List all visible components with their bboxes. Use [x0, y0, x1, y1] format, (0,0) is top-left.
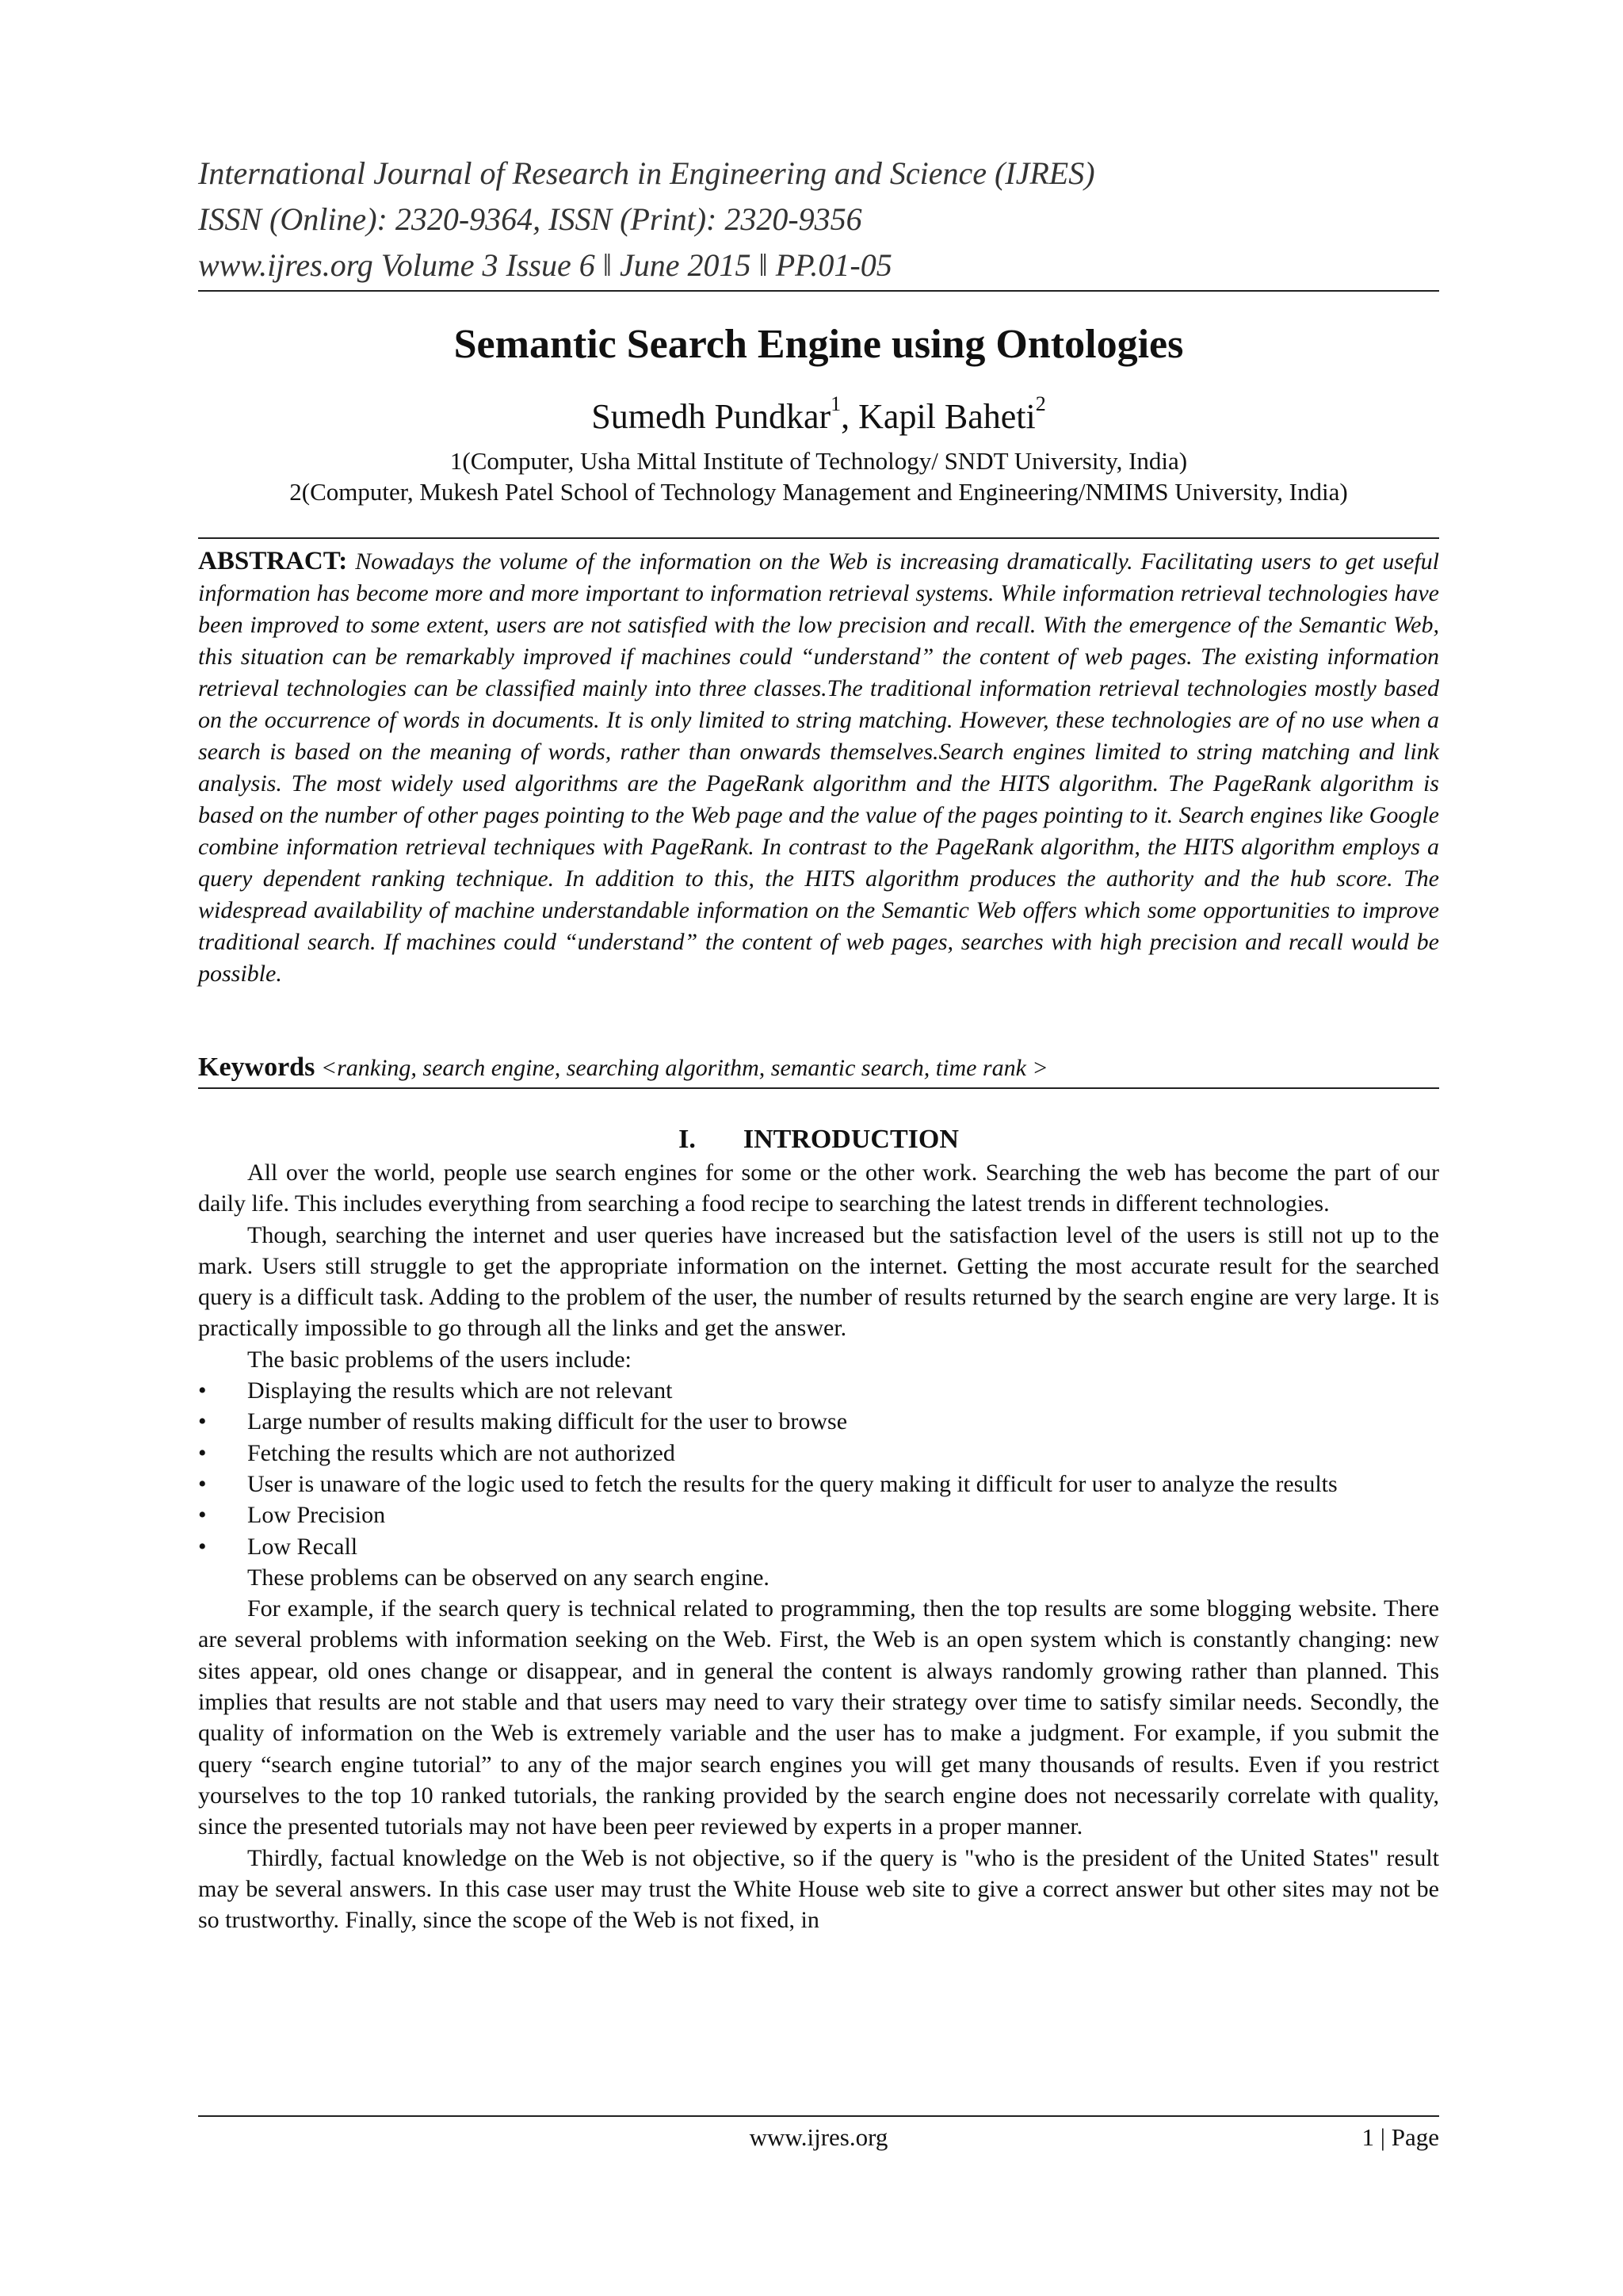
list-item [198, 1438, 1439, 1469]
author-separator: , [841, 397, 859, 436]
paragraph: Though, searching the internet and user queries have increased but the satisfaction level of the users is still not up to the mark. Users still struggle to get the appropriate information on the internet. Getting the most accurate result for the searched query is a difficult task. Adding to the problem of the user, the number of results returned by the search engine are very large. It is practically impossible to go through all the links and get the answer. [198, 1221, 1439, 1342]
footer-site: www.ijres.org [749, 2123, 888, 2151]
paragraph: For example, if the search query is technical related to programming, then the top results are some blogging website. There are several problems with information seeking on the Web. First, the Web is an open system which is constantly changing: new sites appear, old ones change or disappear, and in general the content is always randomly growing rather than planned. This implies that results are not stable and that users may need to vary their strategy over time to satisfy similar needs. Secondly, the quality of information on the Web is extremely variable and the user has to make a judgment. For example, if you submit the query “search engine tutorial” to any of the major search engines you will get many thousands of results. Even if you restrict yourselves to the top 10 ranked tutorials, the ranking provided by the search engine does not necessarily correlate with quality, since the presented tutorials may not have been peer reviewed by experts in a proper manner. [198, 1595, 1439, 1840]
list-item [198, 1406, 1439, 1437]
bullet: • [198, 1502, 207, 1529]
list-item-text: User is unaware of the logic used to fetch the results for the query making it difficult for user to analyze the results [247, 1470, 1338, 1497]
abstract-top-rule [198, 537, 1439, 539]
body-text [198, 1157, 1439, 1935]
author-name: Sumedh Pundkar [591, 397, 831, 436]
footer-rule [198, 2115, 1439, 2117]
paragraph: These problems can be observed on any search engine. [247, 1564, 769, 1591]
paragraph: Thirdly, factual knowledge on the Web is not objective, so if the query is "who is the president of the United States" result may be several answers. In this case user may trust the White House web site to give a correct answer but other sites may not be so trustworthy. Finally, since the scope of the Web is not fixed, in [198, 1844, 1439, 1934]
list-item [198, 1375, 1439, 1406]
author-line [198, 394, 1439, 440]
header-rule [198, 290, 1439, 292]
bullet: • [198, 1439, 207, 1466]
author-superscript: 2 [1035, 392, 1046, 415]
problem-list [198, 1375, 1439, 1562]
abstract [198, 545, 1439, 990]
affiliation-2: 2(Computer, Mukesh Patel School of Technology Management and Engineering/NMIMS University, India) [289, 478, 1348, 506]
list-item [198, 1469, 1439, 1499]
journal-name: International Journal of Research in Engineering and Science (IJRES) [198, 155, 1095, 191]
bullet: • [198, 1377, 207, 1404]
journal-header [198, 151, 1439, 288]
bullet: • [198, 1470, 207, 1497]
page-number: 1 | Page [1361, 2123, 1439, 2151]
list-item-text: Displaying the results which are not relevant [247, 1377, 673, 1404]
paper-title: Semantic Search Engine using Ontologies [453, 322, 1184, 367]
paragraph: The basic problems of the users include: [247, 1346, 632, 1373]
author-name: Kapil Baheti [858, 397, 1036, 436]
author-superscript: 1 [831, 392, 842, 415]
affiliation-1: 1(Computer, Usha Mittal Institute of Technology/ SNDT University, India) [449, 447, 1188, 475]
list-item-text: Large number of results making difficult for the user to browse [247, 1408, 848, 1435]
keywords-text: <ranking, search engine, searching algorithm, semantic search, time rank > [320, 1055, 1048, 1081]
journal-issn: ISSN (Online): 2320-9364, ISSN (Print): 2320-9356 [198, 201, 862, 237]
bullet: • [198, 1533, 207, 1560]
list-item-text: Low Precision [247, 1502, 386, 1529]
paragraph: All over the world, people use search engines for some or the other work. Searching the web has become the part of our daily life. This includes everything from searching a food recipe to searching the latest trends in different technologies. [198, 1159, 1439, 1217]
list-item [198, 1531, 1439, 1562]
list-item-text: Fetching the results which are not authorized [247, 1439, 675, 1466]
abstract-label: ABSTRACT: [198, 547, 348, 575]
section-heading [198, 1122, 1439, 1157]
keywords-label: Keywords [198, 1052, 315, 1082]
abstract-bottom-rule [198, 1087, 1439, 1089]
bullet: • [198, 1408, 207, 1435]
affiliations [198, 445, 1439, 507]
abstract-text: Nowadays the volume of the information on the Web is increasing dramatically. Facilitating users to get useful information has become more and more important to information retrieval systems. While information retrieval technologies have been improved to some extent, users are not satisfied with the low precision and recall. With the emergence of the Semantic Web, this situation can be remarkably improved if machines could “understand” the content of web pages. The existing information retrieval technologies can be classified mainly into three classes.The traditional information retrieval technologies mostly based on the occurrence of words in documents. It is only limited to string matching. However, these technologies are of no use when a search is based on the meaning of words, rather than onwards themselves.Search engines limited to string matching and link analysis. The most widely used algorithms are the PageRank algorithm and the HITS algorithm. The PageRank algorithm is based on the number of other pages pointing to the Web page and the value of the pages pointing to it. Search engines like Google combine information retrieval techniques with PageRank. In contrast to the PageRank algorithm, the HITS algorithm employs a query dependent ranking technique. In addition to this, the HITS algorithm produces the authority and the hub score. The widespread availability of machine understandable information on the Semantic Web offers which some opportunities to improve traditional search. If machines could “understand” the content of web pages, searches with high precision and recall would be possible. [198, 548, 1440, 987]
section-number: I. [678, 1125, 696, 1154]
list-item-text: Low Recall [247, 1533, 358, 1560]
keywords [198, 1052, 1439, 1084]
section-title: INTRODUCTION [743, 1125, 959, 1154]
journal-volume: www.ijres.org Volume 3 Issue 6 ǁ June 2015 ǁ PP.01-05 [198, 247, 892, 283]
list-item [198, 1499, 1439, 1530]
